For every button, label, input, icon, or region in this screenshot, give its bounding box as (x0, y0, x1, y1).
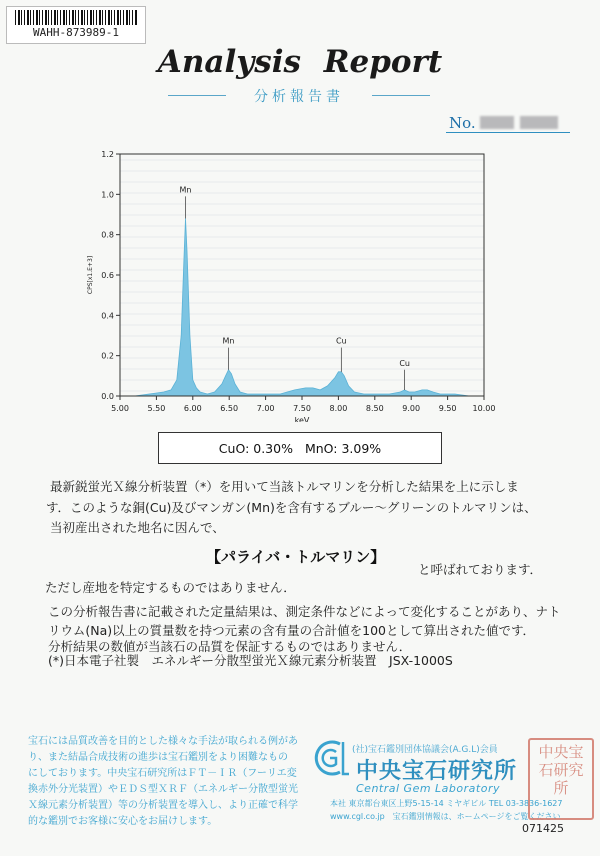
analysis-result-box (158, 432, 442, 464)
y-tick-label: 1.0 (101, 190, 114, 200)
report-title: Analysis Report (157, 44, 443, 80)
peak-label: Cu (335, 336, 347, 346)
peak-label: Mn (222, 336, 235, 346)
x-tick-label: 10.00 (472, 404, 496, 413)
y-tick-label: 0.2 (101, 351, 114, 361)
notice-line: にしております。中央宝石研究所はＦＴ－ＩＲ（フーリエ変 (28, 768, 297, 779)
laboratory-website: www.cgl.co.jp 宝石鑑別情報は、ホームページをご覧ください (330, 812, 561, 821)
y-axis-label: CPS[x1.E+3] (87, 255, 94, 295)
y-tick-label: 0.6 (101, 271, 114, 280)
body-paragraph-1-line-2: す．このような銅(Cu)及びマンガン(Mn)を含有するブルー～グリーンのトルマリンは、 (46, 500, 537, 515)
report-number-field (446, 112, 570, 133)
notice-line: 的な鑑別でお客様に安心をお届けします。 (28, 816, 218, 827)
redacted-number-part (520, 116, 558, 129)
x-tick-label: 7.50 (293, 404, 311, 413)
xrf-spectrum-chart (80, 140, 500, 422)
peak-label: Mn (179, 185, 192, 195)
chart-axes (120, 154, 484, 396)
barcode-label (6, 6, 146, 44)
paraiba-row (0, 546, 600, 577)
report-number-label: No. (449, 114, 476, 132)
x-tick-label: 9.50 (438, 404, 457, 413)
x-tick-label: 6.50 (220, 404, 239, 413)
x-tick-label: 8.50 (365, 404, 384, 413)
x-tick-label: 5.00 (111, 404, 129, 413)
report-subtitle: 分析報告書 (254, 89, 344, 105)
y-tick-label: 0.4 (101, 311, 114, 321)
x-tick-label: 9.00 (402, 404, 421, 413)
document-number: 071425 (522, 822, 564, 835)
x-axis-label: keV (294, 416, 310, 422)
notice-line: 換赤外分光装置）やＥＤＳ型ＸＲＦ（エネルギー分散型蛍光 (28, 784, 298, 795)
redacted-number-part (480, 116, 514, 129)
chart-ticks (87, 150, 495, 422)
chart-peak-labels (180, 185, 410, 390)
report-subtitle-row (168, 86, 430, 104)
association-membership: (社)宝石鑑別団体協議会(A.G.L)会員 (352, 745, 498, 755)
body-paragraph-3-line-1: この分析報告書に記載された定量結果は、測定条件などによって変化することがあり、ナト (48, 604, 561, 619)
cuo-result: CuO: 0.30% (218, 440, 293, 456)
body-paragraph-2: ただし産地を特定するものではありません． (45, 580, 296, 595)
x-tick-label: 6.00 (183, 404, 202, 413)
barcode (15, 10, 137, 25)
y-tick-label: 0.0 (101, 392, 114, 401)
seal-text: 中央宝石研究所 (538, 743, 584, 797)
subtitle-rule-right (372, 95, 430, 96)
plot-frame (120, 154, 484, 396)
chart-gridlines (120, 160, 484, 391)
barcode-text: WAHH-873989-1 (32, 26, 120, 39)
laboratory-address: 本社 東京都台東区上野5-15-14 ミヤギビル TEL 03-3836-1627 (330, 799, 563, 808)
paraiba-tourmaline-name: 【パライバ・トルマリン】 (206, 548, 386, 566)
body-paragraph-3-line-2: リウム(Na)以上の質量数を持つ元素の含有量の合計値を100として算出された値です． (48, 623, 535, 638)
notice-line: 宝石には品質改善を目的とした様々な手法が取られる例があ (28, 736, 298, 747)
body-paragraph-1-line-1: 最新鋭蛍光Ｘ線分析装置（*）を用いて当該トルマリンを分析した結果を上に示しま (50, 479, 519, 494)
cgl-logo-icon (310, 736, 350, 780)
y-tick-label: 0.8 (101, 230, 114, 240)
laboratory-name: 中央宝石研究所 (356, 759, 518, 784)
footer-notice (28, 734, 298, 830)
y-tick-label: 1.2 (101, 150, 114, 159)
x-tick-label: 5.50 (147, 404, 166, 413)
notice-line: Ｘ線元素分析装置）等の分析装置を導入し、より正確で科学 (28, 800, 298, 811)
body-paragraph-1-line-3: 当初産出された地名に因んで、 (50, 520, 225, 535)
mno-result: MnO: 3.09% (304, 440, 382, 456)
body-paragraph-3-line-3: 分析結果の数値が当該石の品質を保証するものではありません． (48, 639, 412, 654)
peak-label: Cu (399, 358, 410, 368)
laboratory-name-english: Central Gem Laboratory (356, 782, 500, 795)
instrument-note: (*)日本電子社製 エネルギー分散型蛍光Ｘ線元素分析装置 JSX-1000S (48, 653, 453, 668)
official-seal-stamp (528, 738, 594, 820)
paraiba-suffix: と呼ばれております． (418, 562, 543, 577)
x-tick-label: 8.00 (329, 404, 348, 413)
x-tick-label: 7.00 (256, 404, 275, 413)
notice-line: り、また結晶合成技術の進歩は宝石鑑別をより困難なもの (28, 752, 288, 763)
